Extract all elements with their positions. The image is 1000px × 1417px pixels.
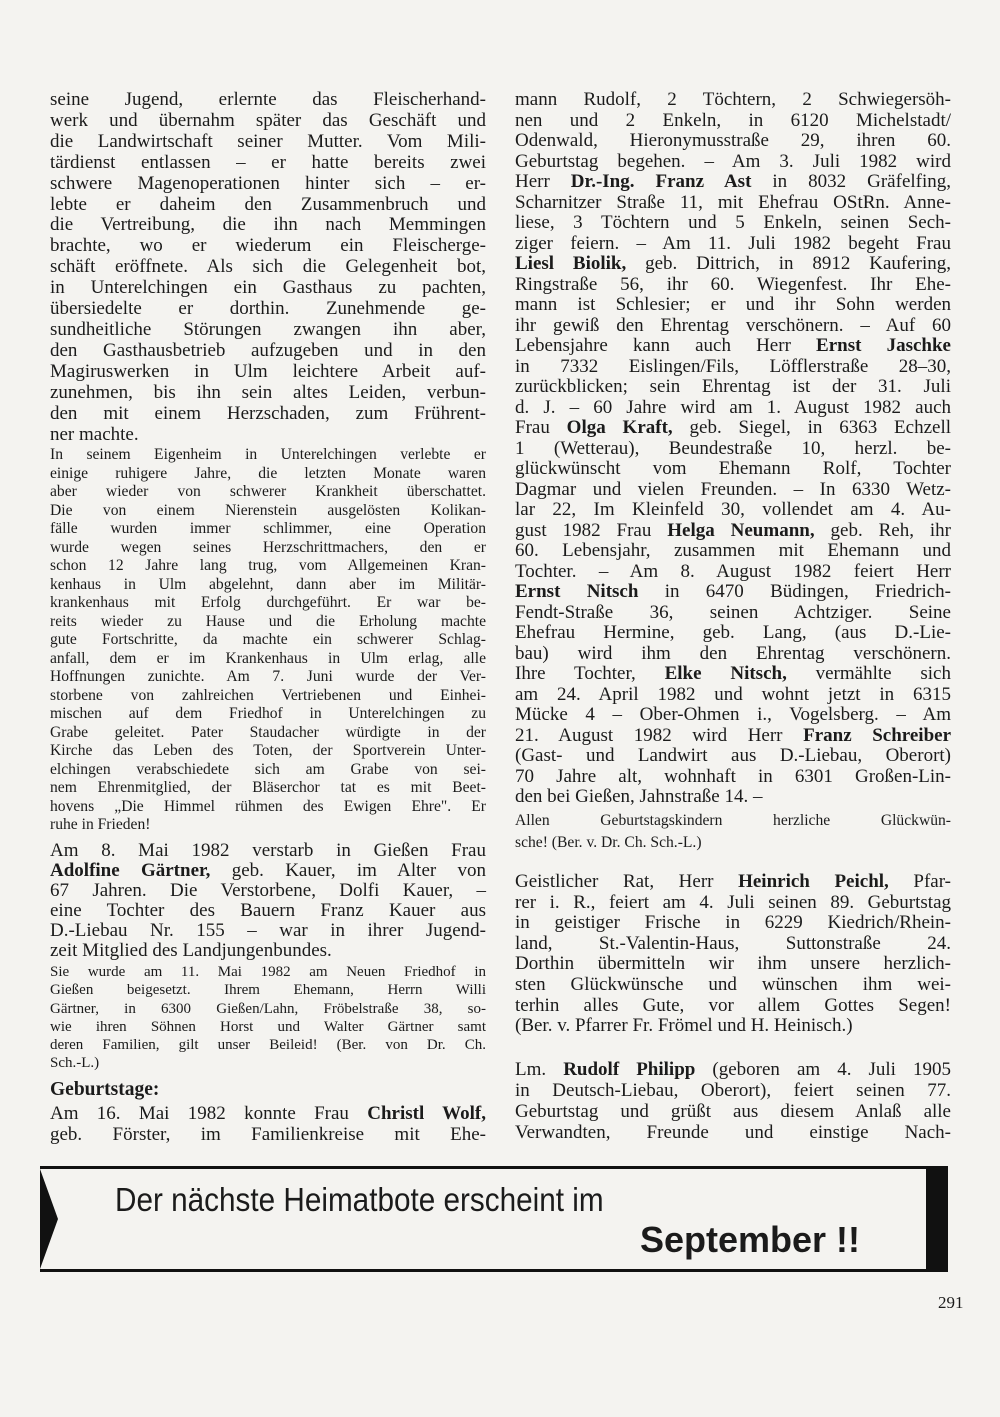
text-line [50,687,486,706]
text-run: aber wieder von schwerer Krankheit überschattet. [50,483,486,500]
text-line [515,357,951,378]
text-run: bau) wird ihm den Ehrentag verschönern. [515,642,951,664]
text-run: Sch.-L.) [50,1055,100,1072]
text-run: Allen Geburtstagskindern herzliche Glückwün- [515,812,951,829]
text-line [50,631,486,650]
text-run: D.-Liebau Nr. 155 – war in ihrer Jugend- [50,920,486,942]
bold-name: Olga Kraft, [566,417,673,438]
text-line [515,316,951,337]
text-run: 1 (Wetterau), Beundestraße 10, herzl. be- [515,437,951,459]
text-run: Geburtstag begehen. – Am 3. Juli 1982 wird [515,150,951,172]
text-line [515,954,951,975]
text-line [50,1000,486,1018]
text-line [50,362,486,383]
text-line [515,767,951,788]
paragraph-burial-gaertner [50,963,486,1073]
text-run: am 24. April 1982 und wohnt jetzt in 6315 [515,683,951,705]
text-run: einige ruhigere Jahre, die letzten Monate waren [50,464,486,482]
text-run: mischen auf dem Friedhof in Unterelchingen zu [50,705,486,722]
text-line [515,623,951,644]
text-run: Dorthin übermitteln wir ihm unsere herzlich- [515,953,951,975]
text-line [515,459,951,480]
text-line [515,603,951,624]
text-line [50,705,486,724]
text-run: sche! (Ber. v. Dr. Ch. Sch.-L.) [515,833,702,851]
text-line [515,1059,951,1080]
text-run: Gießen beigesetzt. Ihrem Ehemann, Herrn Willi [50,982,486,999]
text-line [50,278,486,299]
text-run: brachte, wo er wiederum ein Fleischerge- [50,235,486,257]
text-run: ihr gewiß den Ehrentag verschönern. – Auf 60 [515,314,951,336]
text-run: (geboren am 4. Juli 1905 [695,1059,952,1080]
text-line [515,562,951,583]
text-line [50,383,486,404]
text-run: Ehefrau Hermine, geb. Lang, (aus D.-Lie- [515,622,951,643]
bold-name: Adolfine Gärtner, [50,860,211,882]
text-line [515,913,951,934]
text-line [50,901,486,921]
text-line [515,934,951,955]
text-run: kenhaus in Ulm abgelehnt, dann aber im Militär- [50,575,486,593]
text-run: den mit einem Herzschaden, zum Frührent- [50,402,486,424]
text-run: sten Glückwünsche und wünschen ihm wei- [515,973,951,995]
text-run: geb. Reh, ihr [814,519,951,541]
text-line [50,539,486,558]
paragraph-obituary-gaertner [50,841,486,962]
text-run: mann ist Schlesier; er und ihr Sohn werden [515,294,951,315]
text-run: tärdienst entlassen – er hatte bereits zwei [50,151,486,173]
text-line [50,502,486,521]
text-line [515,500,951,521]
text-run: Am 8. Mai 1982 verstarb in Gießen Frau [50,840,486,861]
text-run: den Gasthausbetrieb aufzugeben und in den [50,339,486,361]
text-run: krankenhaus mit Erfolg durchgeführt. Er war be- [50,594,486,611]
text-line [50,881,486,901]
text-run: zeit Mitglied des Landjungenbundes. [50,940,332,962]
text-line [50,195,486,216]
text-line [50,841,486,861]
text-line [515,213,951,234]
text-run: ziger feiern. – Am 11. Juli 1982 begeht Frau [515,232,951,254]
text-line [50,557,486,576]
bold-name: Helga Neumann, [667,519,815,541]
text-line [50,90,486,111]
text-line [50,174,486,195]
text-line [515,787,951,808]
text-line [515,541,951,562]
text-run: d. J. – 60 Jahre wird am 1. August 1982 auch [515,396,951,418]
text-run: Grabe geleitet. Pater Staudacher würdigte in der [50,723,486,741]
text-run: elchingen verabschiedete sich am Grabe von sei- [50,760,486,778]
text-line [50,520,486,539]
text-line [50,1054,486,1072]
text-run: glückwünscht vom Ehemann Rolf, Tochter [515,458,951,479]
banner-right-bar [926,1166,948,1272]
text-run: storbene von zahlreichen Vertriebenen und Einhei- [50,686,486,704]
text-run: geb. Förster, im Familienkreise mit Ehe- [50,1124,486,1145]
text-run: Odenwald, Hieronymusstraße 29, ihren 60. [515,130,951,151]
text-line [515,664,951,685]
next-issue-banner [40,1166,948,1272]
text-run: nem Ehrenmitglied, der Bläserchor tat es mit Beet- [50,779,486,796]
text-run: schon 12 Jahre lang trug, vom Allgemeinen Kran- [50,557,486,574]
text-run: hovens „Die Himmel rühmen des Ewigen Ehre". Er [50,797,486,815]
paragraph-birthday-wishes [515,810,951,853]
text-run: Fendt-Straße 36, seinen Achtziger. Seine [515,601,951,623]
text-run: (Gast- und Landwirt aus D.-Liebau, Oberort) [515,745,951,766]
arrow-triangle-icon [40,1169,58,1269]
paragraph-birthday-peichl [515,872,951,1037]
text-run: Kirche das Leben des Toten, der Sportverein Unter- [50,742,486,759]
banner-line-1: Der nächste Heimatbote erscheint im [115,1181,604,1218]
text-run: in 8032 Gräfelfing, [751,171,952,192]
text-run: Tochter. – Am 8. August 1982 feiert Herr [515,560,951,582]
text-line [50,465,486,484]
bold-name: Dr.-Ing. Franz Ast [570,171,752,192]
text-line [50,761,486,780]
text-line [50,132,486,153]
text-run: sundheitliche Störungen zwangen ihn aber, [50,318,486,340]
text-line [515,152,951,173]
text-line [50,320,486,341]
text-line [50,613,486,632]
text-run: 21. August 1982 wird Herr [515,724,804,746]
text-run: gust 1982 Frau [515,519,668,541]
text-run: lar 22, Im Kleinfeld 30, vollendet am 4. Au- [515,499,951,520]
text-line [50,779,486,798]
text-line [515,254,951,275]
text-line [515,480,951,501]
text-run: Pfar- [888,871,951,892]
text-run: seine Jugend, erlernte das Fleischerhand- [50,89,486,110]
text-run: vermählte sich [786,663,951,684]
text-line [515,975,951,996]
text-run: anfall, dem er im Krankenhaus in Ulm erlag, alle [50,649,486,667]
bold-name: Liesl Biolik, [515,253,627,274]
text-line [50,111,486,132]
text-run: wie ihren Söhnen Horst und Walter Gärtner samt [50,1018,486,1035]
text-run: reits wieder zu Hause und die Erholung machte [50,612,486,630]
text-run: Ihre Tochter, [515,663,665,684]
text-run: geb. Dittrich, in 8912 Kaufering, [626,253,951,274]
text-line [50,668,486,687]
text-run: in Deutsch-Liebau, Oberort), feiert seinen 77. [515,1080,951,1101]
text-line [50,576,486,595]
text-line [515,295,951,316]
text-line [515,996,951,1017]
paragraph-biography [50,90,486,445]
text-line [515,893,951,914]
text-run: liese, 3 Töchtern und 5 Enkeln, seinen Sech- [515,212,951,233]
text-line [50,963,486,981]
banner-line-2: September !! [639,1219,860,1260]
text-run: Herr [515,171,571,192]
text-run: Mücke 4 – Ober-Ohmen i., Vogelsberg. – Am [515,704,951,725]
text-run: land, St.-Valentin-Haus, Suttonstraße 24. [515,932,951,954]
text-line [50,404,486,425]
text-run: übersiedelte er dorthin. Zunehmende ge- [50,298,486,320]
text-line [50,446,486,465]
text-run: Dagmar und vielen Freunden. – In 6330 Wetz- [515,478,951,500]
paragraph-birthdays-list [515,90,951,808]
text-line [50,1103,486,1124]
text-line [50,742,486,761]
text-line [515,872,951,893]
text-run: ner machte. [50,423,139,445]
text-line [50,153,486,174]
text-line [50,425,486,446]
bold-name: Rudolf Philipp [563,1059,696,1080]
text-line [515,685,951,706]
text-run: schäft eröffnete. Als sich die Gelegenheit bot, [50,256,486,278]
bold-name: Ernst Jaschke [816,335,951,356]
text-line [50,483,486,502]
text-run: zunehmen, bis ihn sein altes Leiden, verbun- [50,381,486,403]
text-line [50,724,486,743]
text-run: zurückblicken; sein Ehrentag ist der 31. Juli [515,376,951,397]
text-line [515,1016,951,1037]
text-run: fälle wurden immer schlimmer, eine Operation [50,520,486,537]
text-line [50,341,486,362]
text-run: 70 Jahre alt, wohnhaft in 6301 Großen-Lin- [515,765,951,787]
text-run: Magiruswerken in Ulm leichtere Arbeit auf- [50,360,486,382]
text-line [50,650,486,669]
paragraph-birthday-wolf [50,1103,486,1145]
bold-name: Elke Nitsch, [664,663,787,684]
text-line [50,257,486,278]
text-run: wurde wegen seines Herzschrittmachers, den er [50,538,486,556]
text-line [515,644,951,665]
text-run: Geistlicher Rat, Herr [515,871,739,892]
text-line [515,832,951,854]
text-run: Geburtstag und grüßt aus diesem Anlaß alle [515,1101,951,1122]
text-line [515,336,951,357]
text-run: die Vertreibung, die ihn nach Memmingen [50,214,486,236]
text-run: in 7332 Eislingen/Fils, Löfflerstraße 28–30, [515,355,951,377]
text-line [50,236,486,257]
text-line [50,594,486,613]
text-run: geb. Siegel, in 6363 Echzell [672,417,952,438]
text-run: Verwandten, Freunde und einstige Nach- [515,1122,951,1143]
text-run: terhin alles Gute, vor allem Gottes Segen! [515,994,951,1016]
paragraph-obituary-details [50,446,486,835]
text-line [50,941,486,961]
text-run: Scharnitzer Straße 11, mit Ehefrau OStRn. Anne- [515,191,951,213]
text-line [515,377,951,398]
page-number: 291 [938,1293,964,1312]
text-line [50,816,486,835]
text-line [515,582,951,603]
text-line [50,981,486,999]
text-line [515,810,951,832]
paragraph-birthday-philipp [515,1059,951,1143]
text-line [515,172,951,193]
text-run: In seinem Eigenheim in Unterelchingen verlebte er [50,446,486,463]
text-run: Lm. [515,1059,564,1080]
text-run: rer i. R., feiert am 4. Juli seinen 89. Geburtstag [515,891,951,913]
text-line [50,215,486,236]
text-line [50,1036,486,1054]
text-line [515,193,951,214]
text-run: die Landwirtschaft seiner Mutter. Vom Mili- [50,130,486,152]
text-run: Hoffnungen zunichte. Am 7. Juni wurde der Ver- [50,668,486,685]
text-run: in Unterelchingen ein Gasthaus zu pachten, [50,277,486,299]
text-run: Ringstraße 56, ihr 60. Wiegenfest. Ihr Ehe- [515,273,951,295]
text-run: gute Fortschritte, da machte ein schwerer Schlag- [50,631,486,648]
text-line [50,798,486,817]
text-line [515,234,951,255]
text-run: Sie wurde am 11. Mai 1982 am Neuen Friedhof in [50,964,486,980]
text-line [50,1018,486,1036]
text-run: werk und übernahm später das Geschäft und [50,109,486,131]
text-run: ruhe in Frieden! [50,816,151,833]
text-run: (Ber. v. Pfarrer Fr. Frömel und H. Heinisch.) [515,1015,853,1037]
text-run: Frau [515,417,567,438]
text-run: 67 Jahren. Die Verstorbene, Dolfi Kauer, – [50,880,486,902]
text-run: deren Familien, gilt unser Beileid! (Ber. von Dr. Ch. [50,1037,486,1054]
bold-name: Ernst Nitsch [515,581,639,602]
text-line [515,131,951,152]
text-run: schwere Magenoperationen hinter sich – er- [50,172,486,194]
text-run: 60. Lebensjahr, zusammen mit Ehemann und [515,540,951,561]
text-line [50,921,486,941]
text-line [515,111,951,132]
text-line [515,90,951,111]
text-run: Gärtner, in 6300 Gießen/Lahn, Fröbelstraße 38, so- [50,1000,486,1017]
text-run: mann Rudolf, 2 Töchtern, 2 Schwiegersöh- [515,89,951,110]
text-line [515,746,951,767]
text-line [50,1124,486,1145]
text-run: geb. Kauer, im Alter von [210,860,486,882]
text-line [515,521,951,542]
text-run: lebte er daheim den Zusammenbruch und [50,193,486,215]
text-run: den bei Gießen, Jahnstraße 14. – [515,786,763,807]
text-line [50,299,486,320]
bold-name: Christl Wolf, [367,1103,486,1124]
bold-name: Heinrich Peichl, [738,871,889,892]
text-line [515,1122,951,1143]
bold-name: Franz Schreiber [803,724,952,746]
text-run: Lebensjahre kann auch Herr [515,335,817,356]
text-line [515,1080,951,1101]
section-heading-birthdays: Geburtstage: [50,1079,160,1100]
text-line [515,418,951,439]
text-run: in 6470 Büdingen, Friedrich- [638,581,951,602]
text-run: Am 16. Mai 1982 konnte Frau [50,1103,368,1124]
text-run: eine Tochter des Bauern Franz Kauer aus [50,900,486,922]
text-line [515,398,951,419]
text-run: in geistiger Frische in 6229 Kiedrich/Rhein- [515,912,951,934]
text-line [515,275,951,296]
text-run: nen und 2 Enkeln, in 6120 Michelstadt/ [515,109,951,131]
text-line [50,861,486,881]
text-line [515,1101,951,1122]
text-line [515,726,951,747]
text-run: Die von einem Nierenstein ausgelösten Kolikan- [50,501,486,519]
text-line [515,439,951,460]
text-line [515,705,951,726]
